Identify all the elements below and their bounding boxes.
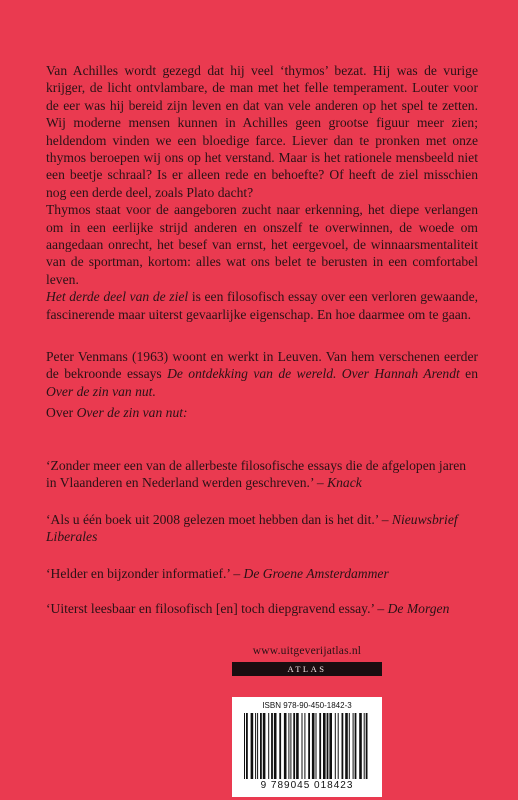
reviews-heading — [46, 404, 478, 421]
barcode-bar — [271, 713, 273, 779]
barcode-bar — [355, 713, 357, 779]
author-bio — [46, 348, 478, 400]
review-quote-text: ‘Zonder meer een van de allerbeste filosofische essays die de afgelopen jaren in Vlaanderen en Nederland werden geschreven.’ – — [46, 458, 467, 491]
review-quote-text: ‘Als u één boek uit 2008 gelezen moet hebben dan is het dit.’ – — [46, 512, 392, 527]
blurb-paragraph-1: Van Achilles wordt gezegd dat hij veel ‘thymos’ bezat. Hij was de vurige krijger, de licht ontvlambare, de man met het felle temperament. Louter voor de eer was hij bereid zijn leven en dat van vele anderen op het spel te zetten. Wij moderne mensen kunnen in Achilles geen grootse figuur meer zien; heldendom vinden we een bloedige farce. Liever dan te pronken met onze thymos beroepen wij ons op het verstand. Maar is het rationele mensbeeld niet een beetje schraal? Is er alleen rede en behoefte? Of heeft de ziel misschien nog een derde deel, zoals Plato dacht? — [46, 63, 478, 200]
blurb-paragraph-3 — [46, 288, 478, 323]
review-quote-text: ‘Helder en bijzonder informatief.’ – — [46, 566, 244, 581]
barcode-bar — [338, 713, 339, 779]
barcode-bar — [304, 713, 305, 779]
review-source: Nieuwsbrief Liberales — [46, 512, 458, 545]
barcode-bar — [323, 713, 326, 779]
blurb-paragraph-2: Thymos staat voor de aangeboren zucht naar erkenning, het diepe verlangen om in een eerlijke strijd anderen en onszelf te overwinnen, de woede om aangedaan onrecht, het besef van ernst, het eergevoel, de winnaarsmentaliteit van de sportman, kortom: alles wat ons belet te berusten in een comfortabel leven. — [46, 202, 478, 287]
reviews-heading-title: Over de zin van nut: — [76, 405, 188, 420]
publisher-url: www.uitgeverijatlas.nl — [252, 645, 362, 657]
barcode-bar — [359, 713, 362, 779]
author-bio-text: Peter Venmans (1963) woont en werkt in Leuven. Van hem verschenen eerder de bekroonde essays — [46, 349, 478, 382]
review-quote-text: ‘Uiterst leesbaar en filosofisch [en] toch diepgravend essay.’ – — [46, 601, 388, 616]
barcode-bar — [255, 713, 256, 779]
review-quote — [46, 511, 478, 546]
barcode-bar — [279, 713, 281, 779]
barcode-bars — [242, 713, 372, 779]
review-source: De Morgen — [387, 601, 450, 616]
isbn-barcode — [232, 697, 382, 797]
review-quote — [46, 457, 478, 492]
barcode-bar — [263, 713, 266, 779]
ean-number: 9 789045 018423 — [260, 780, 354, 791]
barcode-bar — [316, 713, 317, 779]
barcode-bar — [366, 713, 368, 779]
barcode-bar — [319, 713, 321, 779]
previous-book-2: Over de zin van nut. — [46, 383, 156, 399]
barcode-bar — [296, 713, 299, 779]
publisher-logo: ATLAS — [232, 662, 382, 676]
barcode-bar — [364, 713, 365, 779]
back-cover-blurb — [46, 62, 478, 323]
barcode-bar — [335, 713, 336, 779]
previous-book-1: De ontdekking van de wereld. Over Hannah Arendt — [167, 366, 460, 382]
barcode-bar — [353, 713, 354, 779]
review-source: Knack — [327, 475, 362, 491]
review-quote — [46, 565, 478, 582]
barcode-bar — [345, 713, 348, 779]
blurb-paragraph-3-rest: is een filosofisch essay over een verloren gewaande, fascinerende maar uiterst gevaarlijke eigenschap. En hoe daarmee om te gaan. — [46, 289, 479, 322]
review-quote — [46, 600, 478, 617]
barcode-bar — [329, 713, 332, 779]
barcode-bar — [246, 713, 248, 779]
barcode-bar — [288, 713, 289, 779]
barcode-bar — [302, 713, 303, 779]
barcode-bar — [290, 713, 291, 779]
barcode-bar — [293, 713, 295, 779]
barcode-bar — [251, 713, 254, 779]
barcode-bar — [274, 713, 277, 779]
reviews-heading-prefix: Over — [46, 405, 77, 420]
barcode-bar — [342, 713, 344, 779]
isbn-number: ISBN 978-90-450-1842-3 — [262, 701, 352, 710]
barcode-bar — [244, 713, 245, 779]
book-title: Het derde deel van de ziel — [46, 289, 189, 305]
barcode-bar — [284, 713, 287, 779]
barcode-bar — [308, 713, 310, 779]
review-source: De Groene Amsterdammer — [243, 566, 389, 581]
barcode-bar — [268, 713, 269, 779]
barcode-bar — [327, 713, 329, 779]
barcode-bar — [349, 713, 350, 779]
barcode-bar — [257, 713, 258, 779]
barcode-bar — [312, 713, 315, 779]
bio-and: en — [459, 366, 478, 382]
barcode-bar — [260, 713, 262, 779]
